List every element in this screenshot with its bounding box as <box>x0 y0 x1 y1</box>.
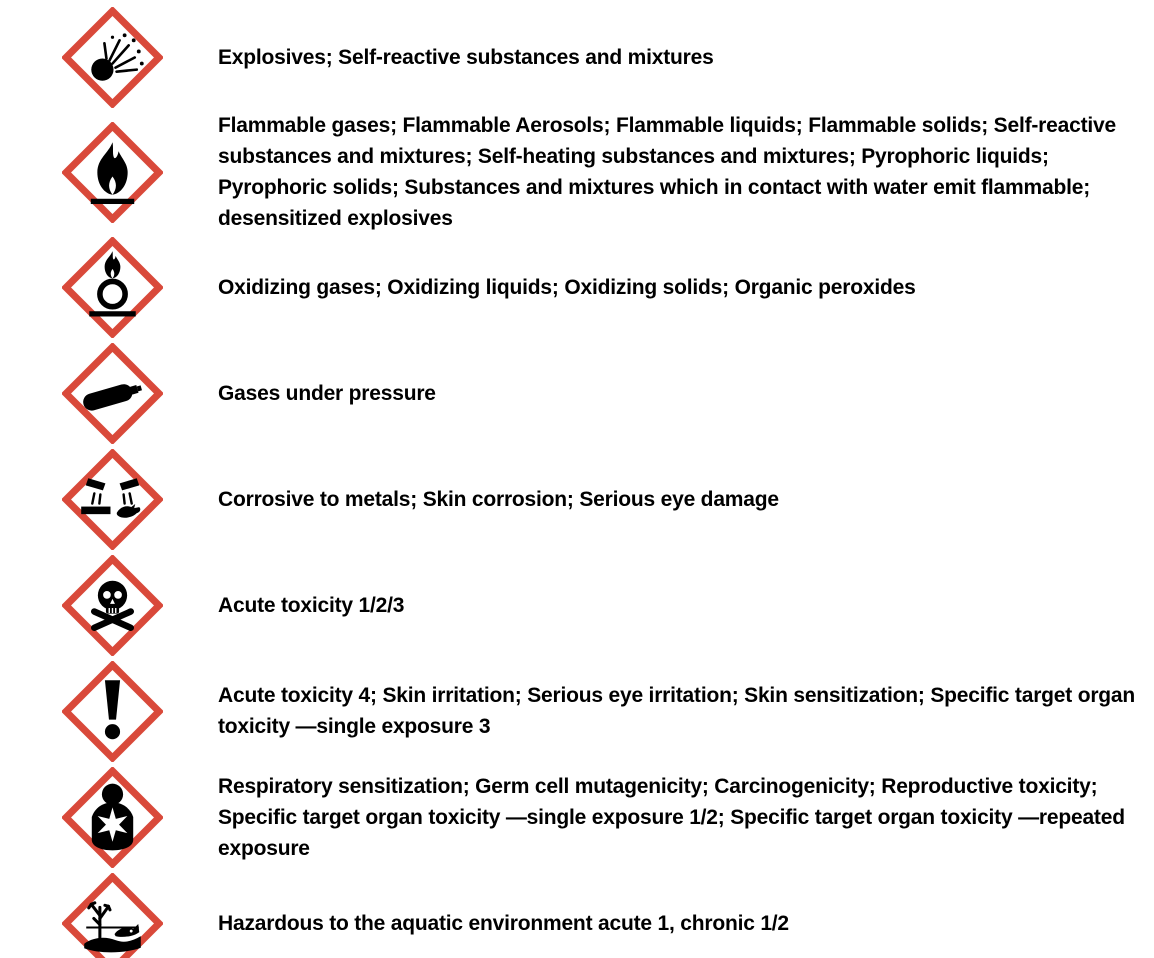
health-hazard-icon <box>62 767 163 868</box>
hazard-row-acute-toxicity <box>0 552 1154 658</box>
pictogram-cell <box>0 237 218 338</box>
hazard-label: Explosives; Self-reactive substances and mixtures <box>218 45 714 69</box>
pictogram-cell <box>0 122 218 223</box>
hazard-row-flammable <box>0 110 1154 234</box>
pictogram-cell <box>0 449 218 550</box>
hazard-label: Acute toxicity 1/2/3 <box>218 593 405 617</box>
environment-icon <box>62 873 163 958</box>
skull-crossbones-icon <box>62 555 163 656</box>
hazard-label: Gases under pressure <box>218 381 436 405</box>
hazard-row-irritant <box>0 658 1154 764</box>
flame-over-circle-icon <box>62 237 163 338</box>
pictogram-cell <box>0 343 218 444</box>
hazard-label: Corrosive to metals; Skin corrosion; Serious eye damage <box>218 487 779 511</box>
pictogram-cell <box>0 7 218 108</box>
hazard-row-oxidizing <box>0 234 1154 340</box>
pictogram-cell <box>0 661 218 762</box>
hazard-label: Flammable gases; Flammable Aerosols; Flammable liquids; Flammable solids; Self-reactive substances and mixtures; Self-heating substances and mixtures; Pyrophoric liquids; Pyrophoric solids; Substances and mixtures which in contact with water emit flammable; desensitized explosives <box>218 114 1116 230</box>
pictogram-cell <box>0 555 218 656</box>
hazard-label: Respiratory sensitization; Germ cell mutagenicity; Carcinogenicity; Reproductive toxicity; Specific target organ toxicity —single exposure 1/2; Specific target organ toxicity —repeated exposure <box>218 774 1125 860</box>
hazard-row-health-hazard <box>0 764 1154 870</box>
hazard-row-explosives <box>0 4 1154 110</box>
pictogram-cell <box>0 873 218 958</box>
hazard-label: Hazardous to the aquatic environment acute 1, chronic 1/2 <box>218 911 789 935</box>
corrosion-icon <box>62 449 163 550</box>
hazard-label: Oxidizing gases; Oxidizing liquids; Oxidizing solids; Organic peroxides <box>218 275 916 299</box>
hazard-label: Acute toxicity 4; Skin irritation; Serious eye irritation; Skin sensitization; Specific target organ toxicity —single exposure 3 <box>218 684 1136 738</box>
exclamation-mark-icon <box>62 661 163 762</box>
exploding-bomb-icon <box>62 7 163 108</box>
flame-icon <box>62 122 163 223</box>
hazard-row-environment <box>0 870 1154 958</box>
pictogram-cell <box>0 767 218 868</box>
hazard-row-corrosive <box>0 446 1154 552</box>
hazard-row-gas-pressure <box>0 340 1154 446</box>
gas-cylinder-icon <box>62 343 163 444</box>
